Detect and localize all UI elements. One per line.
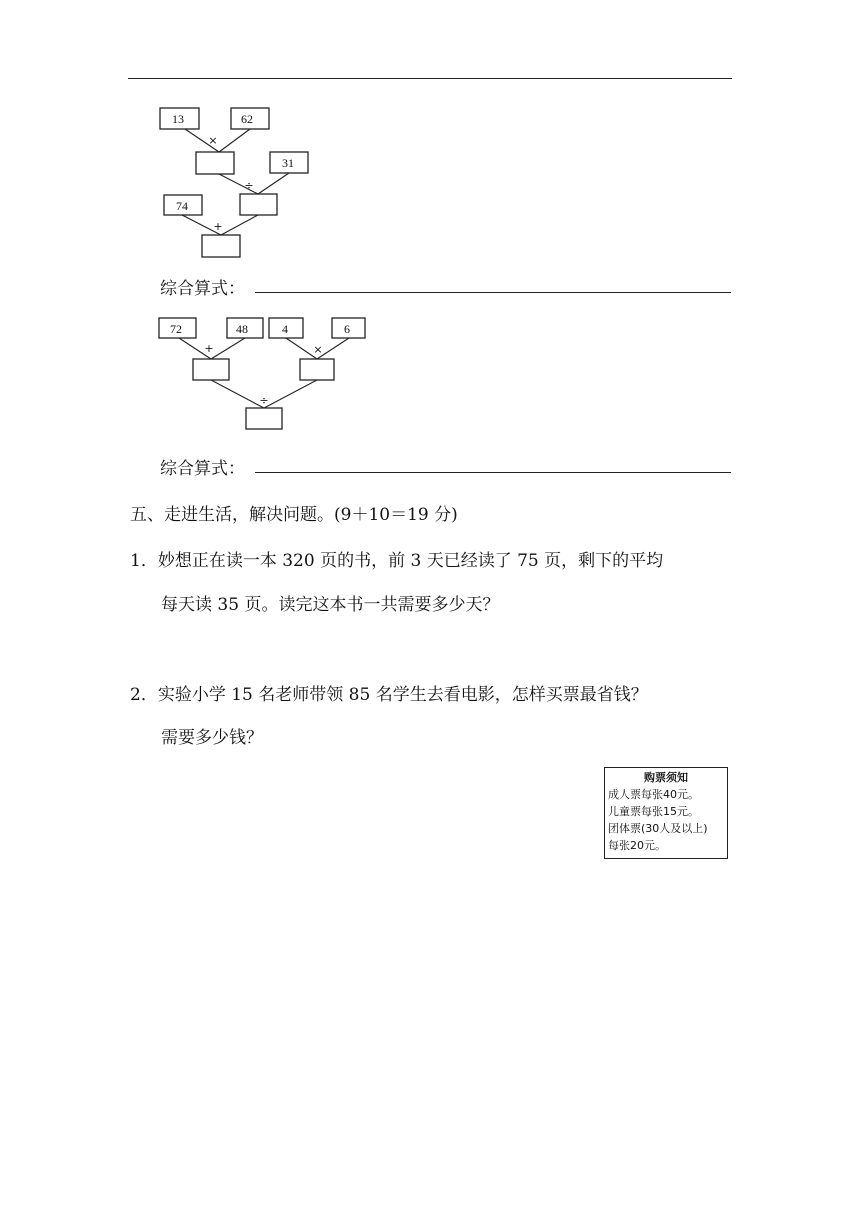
- tree1-num-b: 62: [241, 112, 253, 126]
- tree1-num-c: 31: [282, 156, 294, 170]
- formula-2-label: 综合算式：: [160, 459, 245, 479]
- tree2-num-a: 72: [170, 322, 182, 336]
- ticket-notice-line: 儿童票每张15元。: [608, 805, 699, 818]
- ticket-notice-line: 成人票每张40元。: [608, 788, 699, 801]
- question-1-line-1: 1．妙想正在读一本 320 页的书，前 3 天已经读了 75 页，剩下的平均: [130, 551, 664, 571]
- ticket-notice-line: 每张20元。: [608, 839, 666, 852]
- ticket-notice-box: [604, 767, 728, 859]
- tree1-num-d: 74: [176, 199, 188, 213]
- tree1-op-3: +: [213, 220, 223, 233]
- question-2-line-2: 需要多少钱？: [161, 728, 263, 748]
- question-1-line-2: 每天读 35 页。读完这本书一共需要多少天？: [161, 595, 500, 615]
- formula-1-label: 综合算式：: [160, 279, 245, 299]
- tree2-answer-box-3[interactable]: [246, 408, 282, 429]
- tree2-answer-box-2[interactable]: [300, 359, 334, 380]
- formula-1-blank[interactable]: [255, 292, 731, 293]
- tree2-op-3: ÷: [259, 394, 269, 407]
- formula-2-blank[interactable]: [255, 472, 731, 473]
- tree2-answer-box-1[interactable]: [193, 359, 229, 380]
- tree1-answer-box-1[interactable]: [196, 152, 234, 174]
- tree2-num-c: 4: [282, 322, 288, 336]
- question-2-line-1: 2．实验小学 15 名老师带领 85 名学生去看电影，怎样买票最省钱？: [130, 685, 648, 705]
- tree1-answer-box-3[interactable]: [202, 235, 240, 257]
- ticket-notice-line: 团体票(30人及以上): [608, 822, 708, 835]
- ticket-notice-title: 购票须知: [644, 771, 688, 784]
- tree1-answer-box-2[interactable]: [240, 194, 277, 215]
- tree1-op-1: ×: [208, 134, 218, 147]
- tree1-op-2: ÷: [244, 179, 254, 192]
- tree2-op-1: +: [204, 342, 214, 355]
- tree1-num-a: 13: [172, 112, 184, 126]
- section-5-title: 五、走进生活，解决问题。(9＋10＝19 分): [130, 505, 458, 525]
- tree2-num-d: 6: [344, 322, 350, 336]
- tree2-num-b: 48: [236, 322, 248, 336]
- tree2-op-2: ×: [313, 343, 323, 356]
